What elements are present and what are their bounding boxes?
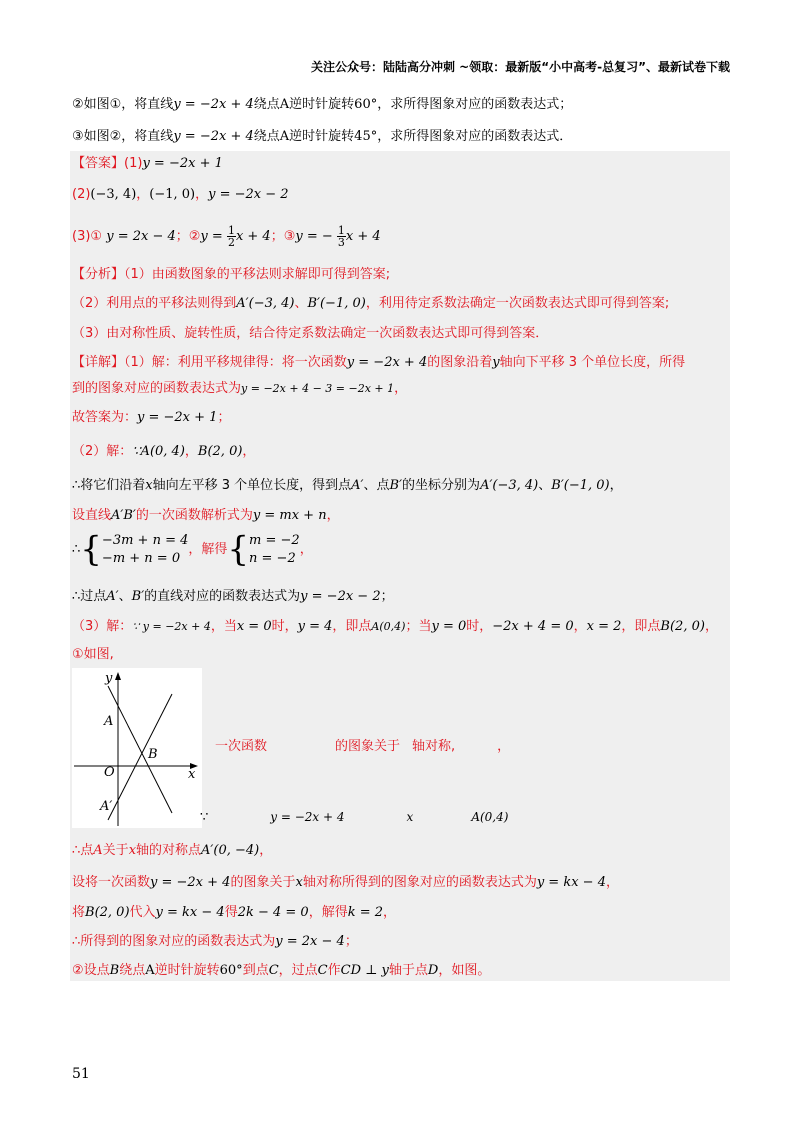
detail-line-11: ∴点A关于x轴的对称点A′(0, −4)， — [72, 843, 273, 858]
detail-line-1: 【详解】（1）解：利用平移规律得：将一次函数y = −2x + 4的图象沿着y轴向下平移 3 个单位长度，所得 — [72, 355, 686, 370]
detail-line-6: 设直线A′B′的一次函数解析式为y = mx + n， — [72, 508, 340, 523]
detail-line-12: 设将一次函数y = −2x + 4的图象关于x轴对称所得到的图象对应的函数表达式为y = kx − 4， — [72, 875, 619, 890]
answer-line-2: (2)(−3, 4)，(−1, 0)，y = −2x − 2 — [72, 187, 289, 202]
analysis-line-1: 【分析】（1）由函数图象的平移法则求解即可得到答案; — [72, 267, 391, 282]
detail-line-14: ∴所得到的图象对应的函数表达式为y = 2x − 4； — [72, 934, 358, 949]
x-label: x — [188, 767, 196, 782]
page-number: 51 — [72, 1066, 90, 1082]
y-label: y — [105, 671, 113, 686]
detail-line-9: （3）解：∵ y = −2x + 4，当x = 0时，y = 4，即点A(0,4)；当y = 0时，−2x + 4 = 0，x = 2，即点B(2, 0)， — [72, 619, 718, 634]
fraction-third: $\frac{1}{3}$ — [337, 224, 345, 249]
detail-line-10: ①如图, — [72, 647, 114, 662]
detail-line-15: ②设点B绕点A逆时针旋转60°到点C，过点C作CD ⊥ y轴于点D，如图。 — [72, 963, 491, 978]
origin-label: O — [104, 765, 115, 780]
answer-line-3: (3)① y = 2x − 4；②y = $\frac{1}{2}$ x + 4；③y = − $\frac{1}{3}$ x + 4 — [72, 224, 381, 249]
detail-line-7-system: ∴{ −3m + n = 4 −m + n = 0 ，解得{ m = −2 n = −2 ， — [72, 529, 313, 570]
figure-caption-text: 一次函数 的图象关于 轴对称, ， — [215, 739, 511, 754]
analysis-line-3: （3）由对称性质、旋转性质，结合待定系数法确定一次函数表达式即可得到答案． — [72, 326, 549, 341]
page-header: 关注公众号：陆陆高分冲刺 ~领取：最新版“小中高考-总复习”、最新试卷下载 — [311, 60, 730, 74]
detail-line-5: ∴将它们沿着x轴向左平移 3 个单位长度，得到点A′、点B′的坐标分别为A′(−3, 4)、B′(−1, 0)， — [72, 478, 623, 493]
detail-line-4: （2）解：∵A(0, 4)，B(2, 0)， — [72, 444, 256, 459]
question-2: ②如图①，将直线y = −2x + 4绕点A逆时针旋转60°，求所得图象对应的函数表达式； — [72, 97, 573, 112]
detail-line-8: ∴过点A′、B′的直线对应的函数表达式为y = −2x − 2； — [72, 589, 394, 604]
fraction-half: $\frac{1}{2}$ — [227, 224, 235, 249]
detail-line-13: 将B(2, 0)代入y = kx − 4得2k − 4 = 0，解得k = 2， — [72, 905, 397, 920]
point-b-label: B — [148, 747, 158, 762]
coordinate-figure — [72, 668, 202, 828]
figure-caption-math: ∵ y = −2x + 4 x A(0,4) — [200, 810, 509, 825]
detail-line-3: 故答案为：y = −2x + 1； — [72, 410, 231, 425]
answer-line-1: 【答案】(1)y = −2x + 1 — [72, 156, 223, 171]
point-a-label: A — [104, 714, 114, 729]
detail-line-2: 到的图象对应的函数表达式为y = −2x + 4 − 3 = −2x + 1， — [72, 381, 408, 396]
question-3: ③如图②，将直线y = −2x + 4绕点A逆时针旋转45°，求所得图象对应的函数表达式． — [72, 129, 573, 144]
analysis-line-2: （2）利用点的平移法则得到A′(−3, 4)、B′(−1, 0)，利用待定系数法确定一次函数表达式即可得到答案; — [72, 296, 670, 311]
point-a-prime-label: A′ — [100, 799, 113, 814]
